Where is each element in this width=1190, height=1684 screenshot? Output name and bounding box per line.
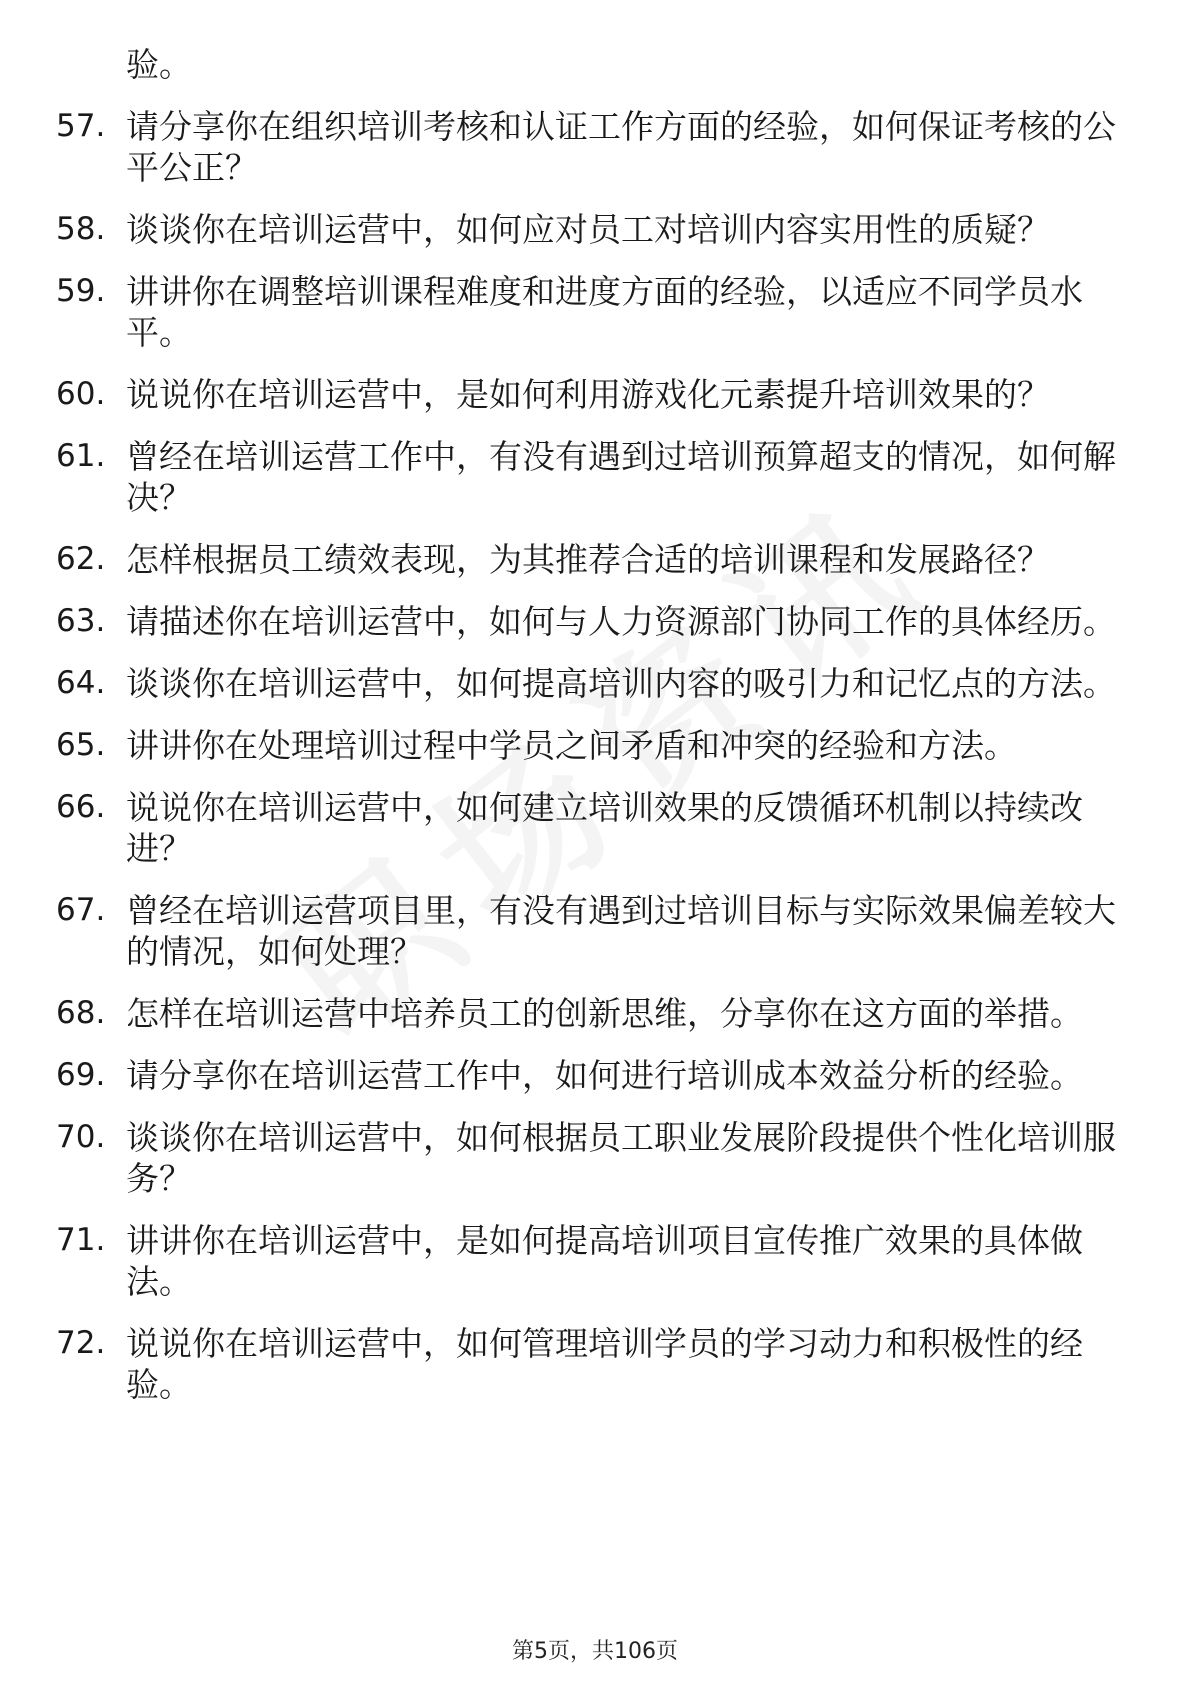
question-number: 72.: [56, 1325, 106, 1361]
question-text: 说说你在培训运营中，如何管理培训学员的学习动力和积极性的经验。: [126, 1324, 1083, 1404]
question-number: 61.: [56, 438, 106, 474]
question-text: 曾经在培训运营项目里，有没有遇到过培训目标与实际效果偏差较大的情况，如何处理？: [126, 891, 1116, 971]
question-item: [0, 209, 1116, 250]
question-item: [0, 787, 1116, 869]
question-item: [0, 601, 1116, 642]
question-text: 讲讲你在培训运营中，是如何提高培训项目宣传推广效果的具体做法。: [126, 1221, 1083, 1301]
question-number: 64.: [56, 665, 106, 701]
question-item: [0, 271, 1116, 353]
question-text: 谈谈你在培训运营中，如何应对员工对培训内容实用性的质疑？: [126, 210, 1050, 249]
question-text: 怎样根据员工绩效表现，为其推荐合适的培训课程和发展路径？: [126, 540, 1050, 579]
question-item: [0, 1220, 1116, 1302]
question-item: [0, 993, 1116, 1034]
question-text: 怎样在培训运营中培养员工的创新思维，分享你在这方面的举措。: [126, 994, 1083, 1033]
question-text: 说说你在培训运营中，如何建立培训效果的反馈循环机制以持续改进？: [126, 788, 1083, 868]
question-number: 58.: [56, 211, 106, 247]
question-number: 60.: [56, 376, 106, 412]
question-item: [0, 1055, 1116, 1096]
page-number: 第5页，共106页: [512, 1639, 678, 1664]
question-text: 谈谈你在培训运营中，如何根据员工职业发展阶段提供个性化培训服务？: [126, 1118, 1116, 1198]
question-list: [0, 44, 1190, 1426]
question-item: [0, 539, 1116, 580]
question-text: 讲讲你在调整培训课程难度和进度方面的经验，以适应不同学员水平。: [126, 272, 1083, 352]
question-item: [0, 890, 1116, 972]
question-number: 71.: [56, 1222, 106, 1258]
continuation-text: [0, 44, 1116, 85]
question-item: [0, 106, 1116, 188]
question-number: 63.: [56, 603, 106, 639]
question-number: 66.: [56, 789, 106, 825]
question-item: [0, 1323, 1116, 1405]
question-item: [0, 1117, 1116, 1199]
question-text: 谈谈你在培训运营中，如何提高培训内容的吸引力和记忆点的方法。: [126, 664, 1116, 703]
question-number: 62.: [56, 541, 106, 577]
question-item: [0, 663, 1116, 704]
question-number: 68.: [56, 995, 106, 1031]
question-text: 请描述你在培训运营中，如何与人力资源部门协同工作的具体经历。: [126, 602, 1116, 641]
question-text: 讲讲你在处理培训过程中学员之间矛盾和冲突的经验和方法。: [126, 726, 1017, 765]
continuation-line: 验。: [126, 45, 192, 84]
question-item: [0, 374, 1116, 415]
question-number: 65.: [56, 727, 106, 763]
question-item: [0, 725, 1116, 766]
question-number: 67.: [56, 892, 106, 928]
question-text: 请分享你在培训运营工作中，如何进行培训成本效益分析的经验。: [126, 1056, 1083, 1095]
question-text: 请分享你在组织培训考核和认证工作方面的经验，如何保证考核的公平公正？: [126, 107, 1116, 187]
question-number: 70.: [56, 1119, 106, 1155]
page-footer: [0, 1634, 1190, 1665]
question-number: 59.: [56, 273, 106, 309]
question-number: 57.: [56, 108, 106, 144]
question-text: 说说你在培训运营中，是如何利用游戏化元素提升培训效果的？: [126, 375, 1050, 414]
question-item: [0, 436, 1116, 518]
question-number: 69.: [56, 1057, 106, 1093]
question-text: 曾经在培训运营工作中，有没有遇到过培训预算超支的情况，如何解决？: [126, 437, 1116, 517]
